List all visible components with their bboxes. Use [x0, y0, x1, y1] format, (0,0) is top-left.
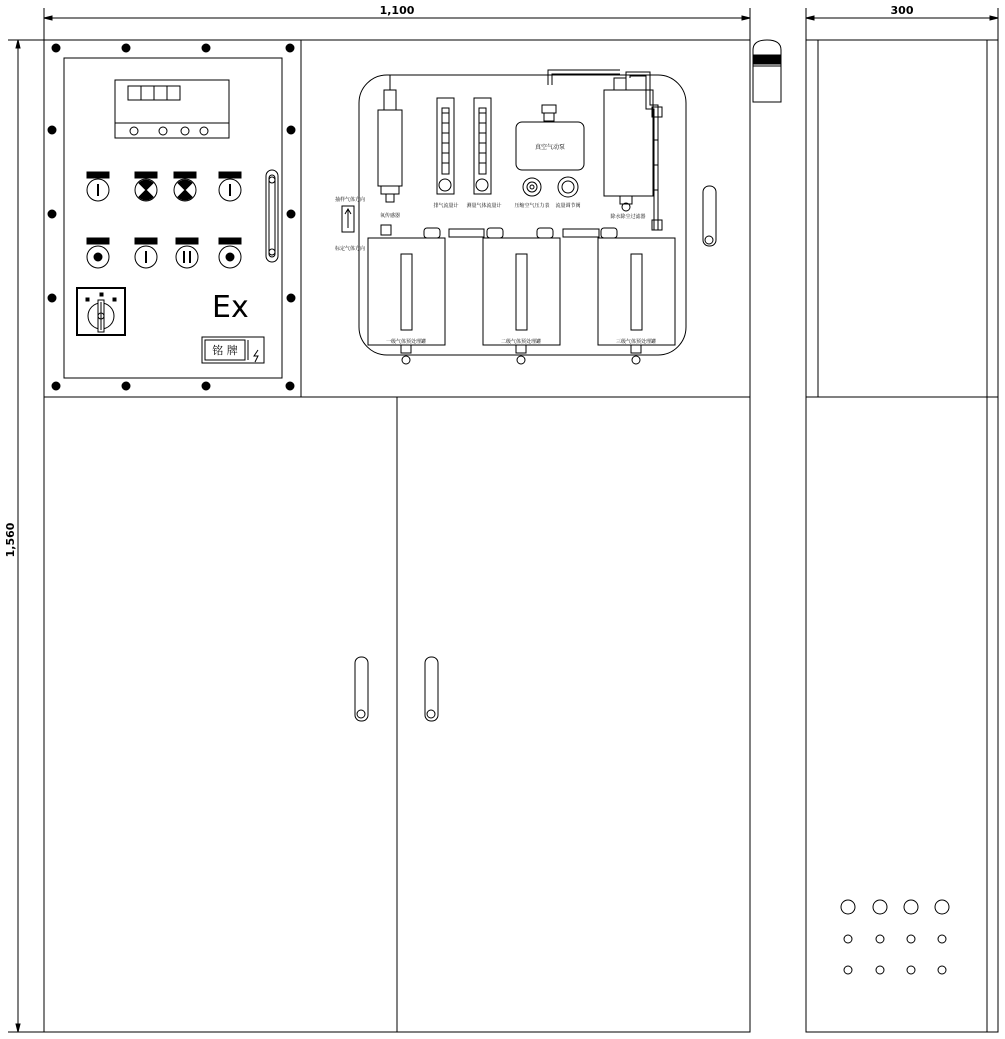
control-box-handle[interactable]	[266, 170, 278, 262]
air-pressure-gauge	[514, 178, 549, 209]
sample-flowmeter-label: 测量气体流量计	[466, 203, 502, 209]
panel-door-handle[interactable]	[703, 186, 716, 246]
button-mode-2[interactable]	[176, 238, 198, 268]
indicator-lamp-2	[174, 172, 196, 201]
water-dust-filter	[604, 72, 662, 230]
right-door-handle[interactable]	[425, 657, 438, 721]
dimension-top-side	[806, 4, 998, 40]
ex-mark: Ex	[212, 290, 249, 325]
indicator-lamp-1	[135, 172, 157, 201]
connector-pipes	[381, 225, 617, 238]
button-start-1[interactable]	[87, 172, 109, 201]
button-row-2	[87, 238, 241, 268]
oxygen-sensor	[378, 75, 402, 219]
nameplate-text: 铭 牌	[212, 344, 238, 357]
gas-analysis-panel	[335, 70, 716, 364]
pretreatment-tank-2	[483, 238, 560, 364]
water-filter-label: 除水除尘过滤器	[610, 214, 646, 220]
button-stop-1[interactable]	[87, 238, 109, 268]
air-pressure-label: 压缩空气压力表	[514, 203, 550, 209]
alarm-lamp-icon	[753, 40, 781, 102]
tank-1-label: 一级气体预处理罐	[385, 339, 427, 345]
flow-valve-label: 流量调节阀	[555, 203, 581, 209]
button-mode-1[interactable]	[135, 238, 157, 268]
flow-direction-valve	[335, 196, 365, 252]
side-view-cabinet	[806, 40, 998, 1032]
button-row-1	[87, 172, 241, 201]
nameplate	[202, 337, 264, 363]
left-door-handle[interactable]	[355, 657, 368, 721]
dim-side-width: 300	[890, 4, 914, 17]
dim-front-width: 1,100	[379, 4, 415, 17]
oxygen-sensor-label: 氧传感器	[379, 213, 401, 219]
dimension-left-height	[4, 40, 44, 1032]
arrow-top-label: 抽样气体方向	[334, 197, 366, 203]
rotary-switch[interactable]	[77, 288, 125, 335]
flow-valve-knob	[555, 177, 580, 209]
dimension-top-front	[44, 4, 750, 40]
tank-2-label: 二级气体预处理罐	[500, 339, 542, 345]
exhaust-flowmeter	[433, 98, 458, 209]
explosion-proof-control-box	[44, 40, 301, 397]
bolt-icons	[48, 44, 295, 390]
digital-display	[115, 80, 229, 138]
exhaust-flowmeter-label: 排气流量计	[433, 203, 459, 209]
pretreatment-tank-3	[598, 238, 675, 364]
dim-height: 1,560	[4, 522, 17, 558]
arrow-bottom-label: 标定气体方向	[334, 246, 366, 252]
sample-flowmeter	[466, 98, 501, 209]
tank-3-label: 三级气体预处理罐	[615, 339, 657, 345]
button-stop-2[interactable]	[219, 238, 241, 268]
pretreatment-tank-1	[368, 238, 445, 364]
vacuum-pump-label: 真空气动泵	[534, 144, 566, 151]
button-start-2[interactable]	[219, 172, 241, 201]
cable-entry-holes	[841, 900, 949, 974]
